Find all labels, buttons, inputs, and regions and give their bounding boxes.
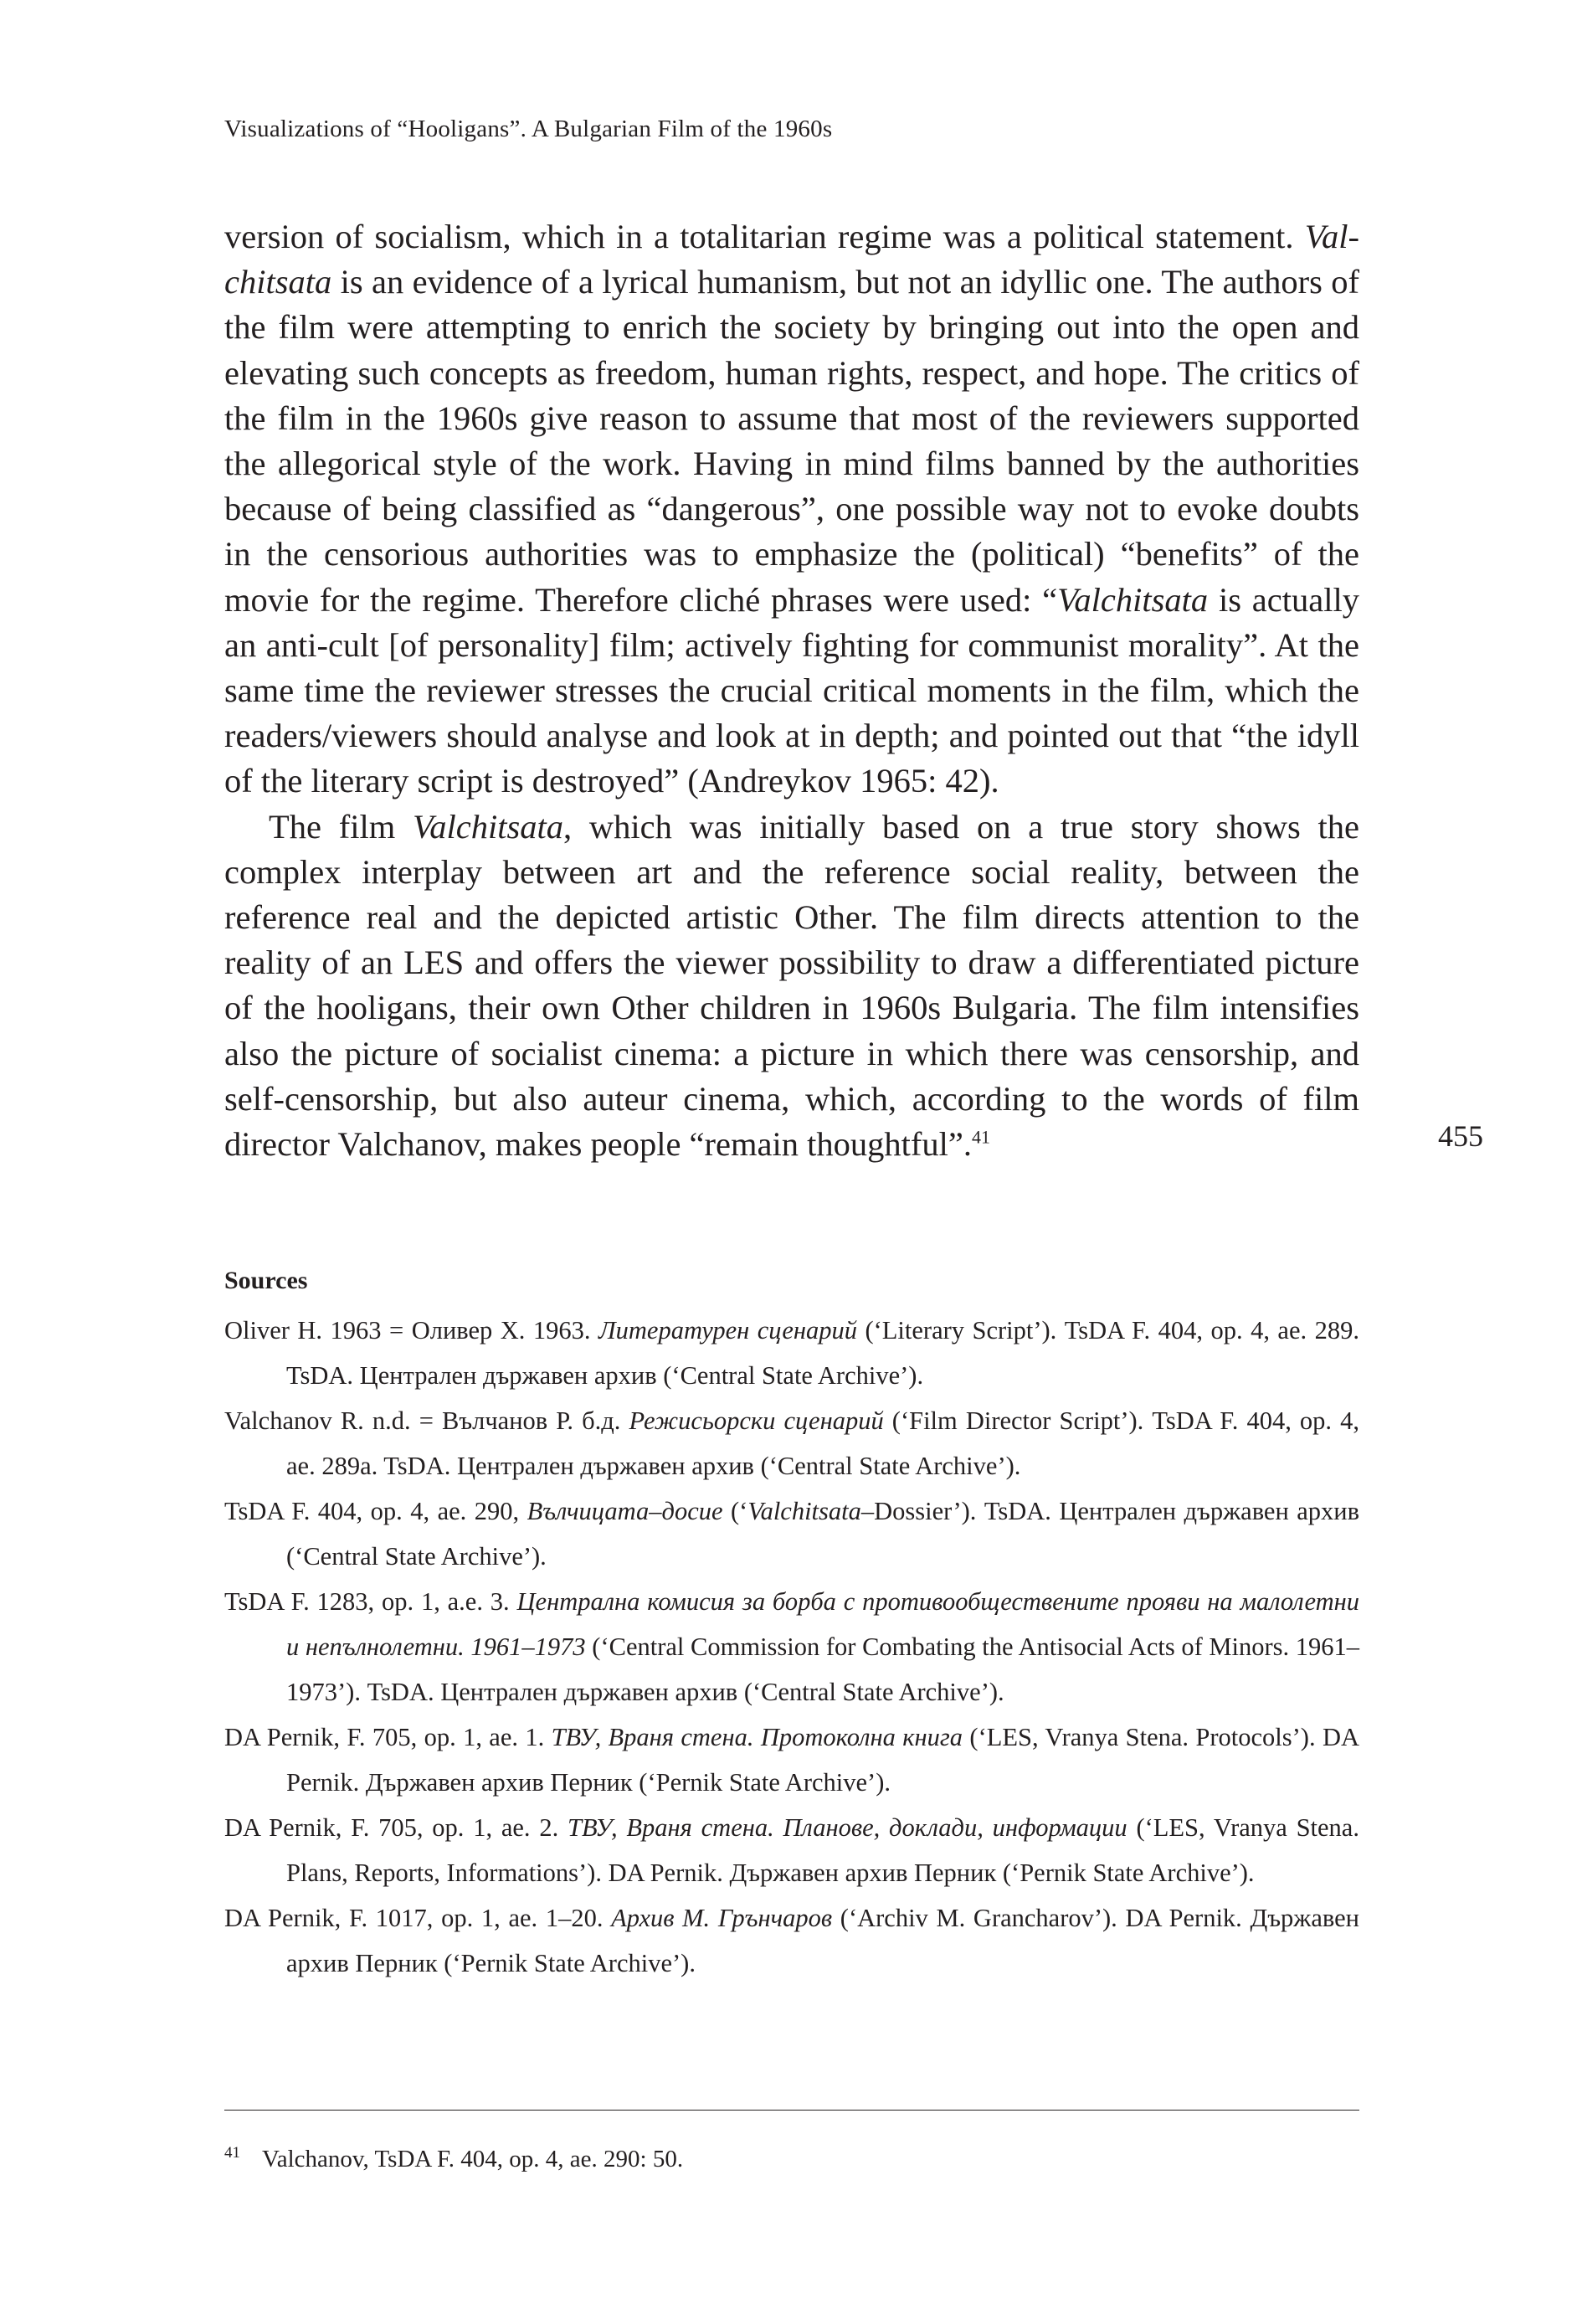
body-text	[224, 214, 1359, 1167]
source-entry: Valchanov R. n.d. = Вълчанов Р. б.д. Режисьорски сценарий (‘Film Director Script’). TsDA F. 404, op. 4, ae. 289a. TsDA. Централен държавен архив (‘Central State Archive’).	[224, 1406, 1359, 1480]
source-entry: Oliver H. 1963 = Оливер Х. 1963. Литературен сценарий (‘Literary Script’). TsDA F. 404, op. 4, ae. 289. TsDA. Централен държавен архив (‘Central State Archive’).	[224, 1316, 1359, 1390]
sources-list	[224, 1308, 1359, 1986]
source-entry: DA Pernik, F. 705, op. 1, ae. 2. ТВУ, Враня стена. Планове, доклади, информации (‘LES, Vranya Stena. Plans, Reports, Informations’). DA Pernik. Държавен архив Перник (‘Pernik State Archive’).	[224, 1813, 1359, 1887]
source-entry: TsDA F. 404, op. 4, ae. 290, Вълчицата–досие (‘Valchitsata–Dossier’). TsDA. Централен държавен архив (‘Central State Archive’).	[224, 1497, 1359, 1571]
footnote-divider	[224, 2110, 1359, 2111]
footnote-reference[interactable]: 41	[971, 1126, 990, 1148]
paragraph-1: version of socialism, which in a totalitarian regime was a political statement. Val-chitsata is an evidence of a lyrical humanism, but not an idyllic one. The authors of the film were attempting to enrich the society by bringing out into the open and elevating such concepts as freedom, human rights, respect, and hope. The critics of the film in the 1960s give reason to assume that most of the reviewers supported the allegorical style of the work. Having in mind films banned by the authorities because of being classified as “dangerous”, one possible way not to evoke doubts in the censorious authorities was to emphasize the (political) “benefits” of the movie for the regime. Therefore cliché phrases were used: “Valchitsata is actually an anti-cult [of personality] film; actively fighting for communist morality”. At the same time the reviewer stresses the crucial critical moments in the film, which the readers/viewers should analyse and look at in depth; and pointed out that “the idyll of the literary script is destroyed” (Andreykov 1965: 42).	[224, 218, 1359, 800]
footnote-text: Valchanov, TsDA F. 404, op. 4, ae. 290: 50.	[262, 2146, 684, 2172]
footnote-number: 41	[224, 2144, 240, 2162]
footnote	[224, 2144, 683, 2174]
running-header: Visualizations of “Hooligans”. A Bulgarian Film of the 1960s	[224, 116, 833, 142]
source-entry: DA Pernik, F. 1017, op. 1, ae. 1–20. Архив М. Грънчаров (‘Archiv M. Grancharov’). DA Pernik. Държавен архив Перник (‘Pernik State Archive’).	[224, 1904, 1359, 1977]
paragraph-2: The film Valchitsata, which was initially based on a true story shows the complex interplay between art and the reference social reality, between the reference real and the depicted artistic Other. The film directs attention to the reality of an LES and offers the viewer possibility to draw a differentiated picture of the hooligans, their own Other children in 1960s Bulgaria. The film intensifies also the picture of socialist cinema: a picture in which there was censorship, and self-censorship, but also auteur cinema, which, according to the words of film director Valchanov, makes people “remain thoughtful”.$^{41}$	[224, 807, 1359, 1164]
sources-heading: Sources	[224, 1267, 308, 1294]
source-entry: DA Pernik, F. 705, op. 1, ae. 1. ТВУ, Враня стена. Протоколна книга (‘LES, Vranya Stena. Protocols’). DA Pernik. Държавен архив Перник (‘Pernik State Archive’).	[224, 1723, 1359, 1797]
source-entry: TsDA F. 1283, op. 1, a.e. 3. Централна комисия за борба с противообществените прояви на малолетни и непълнолетни. 1961–1973 (‘Central Commission for Combating the Antisocial Acts of Minors. 1961–1973’). TsDA. Централен държавен архив (‘Central State Archive’).	[224, 1587, 1359, 1706]
page-number: 455	[1438, 1119, 1483, 1153]
